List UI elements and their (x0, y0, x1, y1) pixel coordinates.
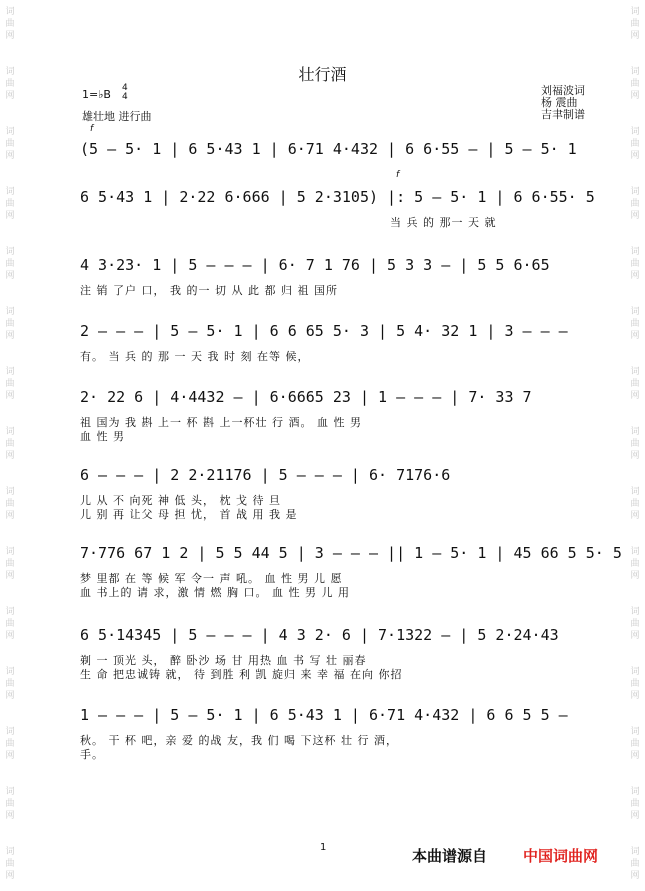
lyric-row: 注 销 了户 口， 我 的一 切 从 此 都 归 祖 国所 (80, 284, 338, 297)
watermark-text: 词 曲 网 (5, 7, 15, 41)
watermark-text: 词 曲 网 (5, 727, 15, 761)
watermark-text: 词 曲 网 (5, 187, 15, 221)
dynamic-marking: f (90, 124, 94, 134)
notation-row: 2· 22 6 | 4·4432 — | 6·6665 23 | 1 — — — | 7· 33 7 (80, 388, 532, 406)
watermark-text: 词 曲 网 (5, 847, 15, 881)
watermark-text: 词 曲 网 (630, 367, 640, 401)
watermark-left (2, 0, 18, 891)
lyric-row: 儿 别 再 让父 母 担 忧， 首 战 用 我 是 (80, 508, 298, 521)
watermark-right (627, 0, 643, 891)
lyric-row: 有。 当 兵 的 那 一 天 我 时 刻 在等 候， (80, 350, 310, 363)
watermark-text: 词 曲 网 (5, 307, 15, 341)
lyric-row: 生 命 把忠诚铸 就， 待 到胜 利 凯 旋归 来 幸 福 在向 你招 (80, 668, 403, 681)
lyric-row: 儿 从 不 向死 神 低 头， 枕 戈 待 旦 (80, 494, 281, 507)
watermark-text: 词 曲 网 (5, 487, 15, 521)
notation-row: 6 5·43 1 | 2·22 6·666 | 5 2·3105) |: 5 — 5· 1 | 6 6·55· 5 (80, 188, 595, 206)
key-signature: 1=♭B (82, 88, 111, 101)
time-signature (122, 84, 128, 102)
watermark-text: 词 曲 网 (630, 487, 640, 521)
watermark-text: 词 曲 网 (5, 127, 15, 161)
credits (541, 85, 585, 121)
watermark-text: 词 曲 网 (5, 247, 15, 281)
notation-row: 2 — — — | 5 — 5· 1 | 6 6 65 5· 3 | 5 4· 32 1 | 3 — — — (80, 322, 568, 340)
watermark-text: 词 曲 网 (630, 607, 640, 641)
lyric-row: 血 性 男 (80, 430, 125, 443)
notation-row: 6 5·14345 | 5 — — — | 4 3 2· 6 | 7·1322 — | 5 2·24·43 (80, 626, 559, 644)
watermark-text: 词 曲 网 (5, 367, 15, 401)
watermark-text: 词 曲 网 (630, 427, 640, 461)
watermark-text: 词 曲 网 (630, 187, 640, 221)
composer-credit: 杨 震曲 (541, 96, 578, 109)
watermark-text: 词 曲 网 (5, 427, 15, 461)
watermark-text: 词 曲 网 (630, 247, 640, 281)
watermark-text: 词 曲 网 (5, 67, 15, 101)
watermark-text: 词 曲 网 (5, 787, 15, 821)
watermark-text: 词 曲 网 (630, 787, 640, 821)
watermark-text: 词 曲 网 (630, 67, 640, 101)
notation-row: 6 — — — | 2 2·21176 | 5 — — — | 6· 7176·6 (80, 466, 451, 484)
lyric-row: 秋。 干 杯 吧，亲 爱 的战 友，我 们 喝 下这杯 壮 行 酒， (80, 734, 398, 747)
watermark-text: 词 曲 网 (630, 127, 640, 161)
notation-row: 4 3·23· 1 | 5 — — — | 6· 7 1 76 | 5 3 3 — | 5 5 6·65 (80, 256, 550, 274)
time-signature-bottom: 4 (122, 92, 128, 102)
watermark-text: 词 曲 网 (630, 547, 640, 581)
watermark-text: 词 曲 网 (630, 727, 640, 761)
watermark-text: 词 曲 网 (5, 547, 15, 581)
lyric-row: 祖 国为 我 斟 上一 杯 斟 上一杯壮 行 酒。 血 性 男 (80, 416, 362, 429)
lyric-row: 梦 里都 在 等 候 军 令一 声 吼。 血 性 男 儿 愿 (80, 572, 343, 585)
source-label: 本曲谱源自 (412, 847, 488, 865)
watermark-text: 词 曲 网 (630, 667, 640, 701)
transcriber-credit: 吉聿制谱 (541, 108, 585, 121)
lyric-row: 剃 一 顶光 头， 醉 卧沙 场 甘 用热 血 书 写 壮 丽春 (80, 654, 367, 667)
dynamic-marking: f (396, 170, 400, 180)
notation-row: (5 — 5· 1 | 6 5·43 1 | 6·71 4·432 | 6 6·55 — | 5 — 5· 1 (80, 140, 577, 158)
time-signature-top: 4 (122, 83, 128, 93)
watermark-text: 词 曲 网 (630, 7, 640, 41)
lyric-row: 血 书上的 请 求，激 情 燃 胸 口。 血 性 男 儿 用 (80, 586, 350, 599)
song-title: 壮行酒 (298, 65, 347, 84)
notation-row: 7·776 67 1 2 | 5 5 44 5 | 3 — — — || 1 — 5· 1 | 45 66 5 5· 5 (80, 544, 622, 562)
source-site-link[interactable]: 中国词曲网 (523, 847, 599, 865)
lyric-row: 手。 (80, 748, 104, 761)
lyric-row: 当 兵 的 那一 天 就 (390, 216, 497, 229)
lyricist-credit: 刘福波词 (541, 84, 585, 97)
tempo-marking: 雄壮地 进行曲 (82, 110, 152, 123)
watermark-text: 词 曲 网 (5, 607, 15, 641)
watermark-text: 词 曲 网 (5, 667, 15, 701)
page-number: 1 (320, 842, 327, 853)
watermark-text: 词 曲 网 (630, 307, 640, 341)
notation-row: 1 — — — | 5 — 5· 1 | 6 5·43 1 | 6·71 4·432 | 6 6 5 5 — (80, 706, 568, 724)
watermark-text: 词 曲 网 (630, 847, 640, 881)
